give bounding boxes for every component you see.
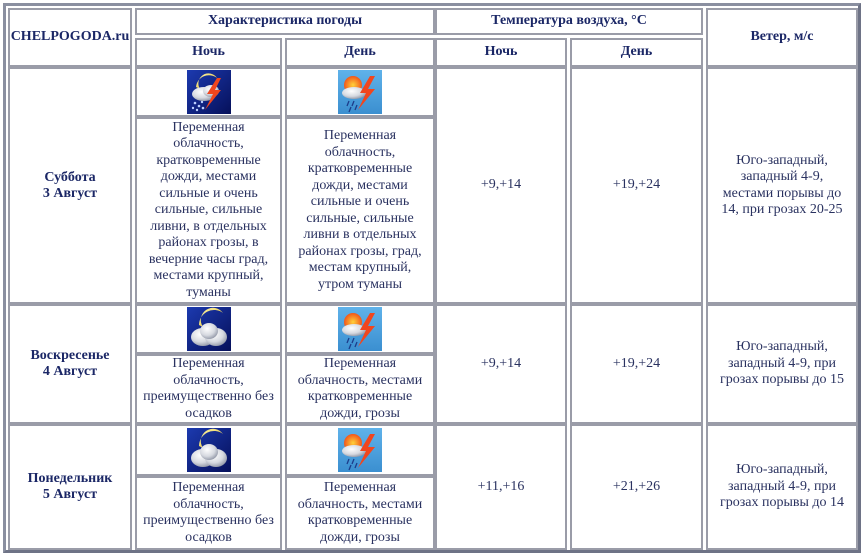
temp-group-header: Температура воздуха, °C [435,8,703,35]
sun-cloud-thunderstorm-rain-icon [338,428,382,472]
wind-value: Юго-западный, западный 4-9, местами порывы до 14, при грозах 20-25 [706,67,858,304]
day-icon-cell [285,304,435,354]
weather-group-header: Характеристика погоды [135,8,435,35]
day-description: Переменная облачность, кратковременные дожди, местами сильные и очень сильные, сильные ливни в отдельных районах грозы, град, местам крупный, утром туманы [285,117,435,304]
night-description: Переменная облачность, преимущественно без осадков [135,354,282,424]
date: 4 Август [42,364,98,379]
weekday: Понедельник [27,471,113,486]
temp-day-value: +19,+24 [570,304,703,424]
temp-night-value: +9,+14 [435,304,567,424]
site-name-cell [8,8,132,67]
forecast-table [3,3,861,553]
day-icon-cell [285,67,435,117]
night-icon-cell [135,67,282,117]
moon-cloudy-icon [187,307,231,351]
sun-cloud-thunderstorm-rain-icon [338,70,382,114]
day-description: Переменная облачность, местами кратковременные дожди, грозы [285,354,435,424]
night-icon-cell [135,304,282,354]
date: 3 Август [42,185,98,201]
day-description: Переменная облачность, местами кратковременные дожди, грозы [285,476,435,550]
wind-value: Юго-западный, западный 4-9, при грозах порывы до 14 [706,424,858,550]
site-name: CHELPOGODA.ru [10,29,130,45]
weekday: Воскресенье [30,348,110,363]
date-cell [8,424,132,550]
temp-night-header: Ночь [435,38,567,67]
date-cell [8,67,132,304]
weather-night-header: Ночь [135,38,282,67]
temp-day-header: День [570,38,703,67]
weekday: Суббота [44,169,96,185]
temp-day-value: +19,+24 [570,67,703,304]
weather-day-header: День [285,38,435,67]
moon-cloud-thunderstorm-rain-icon [187,70,231,114]
temp-night-value: +9,+14 [435,67,567,304]
date-cell [8,304,132,424]
temp-day-value: +21,+26 [570,424,703,550]
night-description: Переменная облачность, преимущественно без осадков [135,476,282,550]
date: 5 Август [42,487,98,502]
moon-cloudy-icon [187,428,231,472]
night-icon-cell [135,424,282,476]
night-description: Переменная облачность, кратковременные дожди, местами сильные и очень сильные, сильные ливни, в отдельных районах грозы, в вечерние часы град, местами крупный, туманы [135,117,282,304]
wind-value: Юго-западный, западный 4-9, при грозах порывы до 15 [706,304,858,424]
day-icon-cell [285,424,435,476]
temp-night-value: +11,+16 [435,424,567,550]
wind-header: Ветер, м/с [706,8,858,67]
sun-cloud-thunderstorm-rain-icon [338,307,382,351]
